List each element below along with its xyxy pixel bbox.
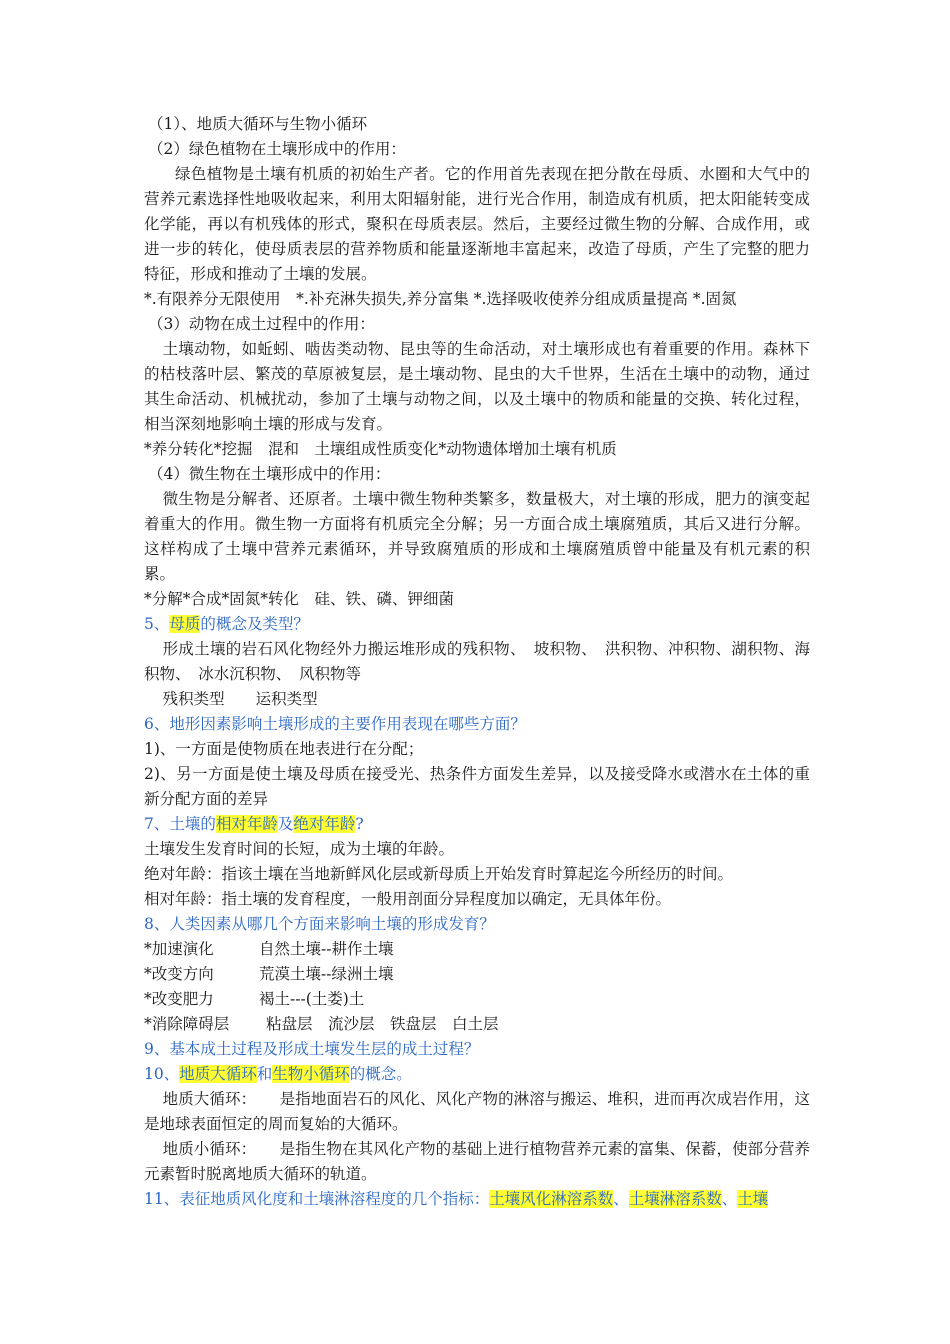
question-10: 10、地质大循环和生物小循环的概念。 bbox=[144, 1065, 412, 1083]
paragraph-parent-material: 形成土壤的岩石风化物经外力搬运堆形成的残积物、 坡积物、 洪积物、冲积物、湖积物、海积物、 冰水沉积物、 风积物等 bbox=[144, 640, 810, 683]
highlight-absolute-age: 绝对年龄 bbox=[293, 815, 356, 833]
highlight-geological-cycle: 地质大循环 bbox=[179, 1065, 257, 1083]
human-factor-row: *改变方向 荒漠土壤--绿洲土壤 bbox=[144, 965, 394, 983]
highlight-relative-age: 相对年龄 bbox=[215, 815, 278, 833]
answer-10-2: 地质小循环： 是指生物在其风化产物的基础上进行植物营养元素的富集、保蓄，使部分营养元素暂时脱离地质大循环的轨道。 bbox=[144, 1140, 810, 1183]
note-animals: *养分转化*挖掘 混和 土壤组成性质变化*动物遗体增加土壤有机质 bbox=[144, 440, 617, 458]
note-microbes: *分解*合成*固氮*转化 硅、铁、磷、钾细菌 bbox=[144, 590, 455, 608]
answer-10-1: 地质大循环： 是指地面岩石的风化、风化产物的淋溶与搬运、堆积，进而再次成岩作用，这是地球表面恒定的周而复始的大循环。 bbox=[144, 1090, 810, 1133]
answer-6-1: 1)、一方面是使物质在地表进行在分配； bbox=[144, 740, 424, 758]
parent-material-types: 残积类型 运积类型 bbox=[162, 690, 318, 708]
paragraph-animals: 土壤动物，如蚯蚓、啮齿类动物、昆虫等的生命活动，对土壤形成也有着重要的作用。森林下的枯枝落叶层、繁茂的草原被复层，是土壤动物、昆虫的大千世界，生活在土壤中的动物，通过其生命活动、机械扰动，参加了土壤与动物之间，以及土壤中的物质和能量的交换、转化过程，相当深刻地影响土壤的形成与发育。 bbox=[144, 340, 810, 433]
highlight-leaching-coefficient: 土壤淋溶系数 bbox=[628, 1190, 722, 1208]
highlight-weathering-coefficient: 土壤风化淋溶系数 bbox=[489, 1190, 614, 1208]
question-7: 7、土壤的相对年龄及绝对年龄? bbox=[144, 815, 364, 833]
question-8: 8、人类因素从哪几个方面来影响土壤的形成发育？ bbox=[144, 915, 495, 933]
human-factor-row: *加速演化 自然土壤--耕作土壤 bbox=[144, 940, 394, 958]
highlight-parent-material: 母质 bbox=[169, 615, 201, 633]
document-body bbox=[144, 112, 810, 1212]
question-11: 11、表征地质风化度和土壤淋溶程度的几个指标：土壤风化淋溶系数、土壤淋溶系数、土壤 bbox=[144, 1190, 769, 1208]
note-green-plants: *.有限养分无限使用 *.补充淋失损失,养分富集 *.选择吸收使养分组成质量提高 *.固氮 bbox=[144, 290, 737, 308]
section-heading-2: （2）绿色植物在土壤形成中的作用： bbox=[148, 140, 406, 158]
human-factor-row: *消除障碍层 粘盘层 流沙层 铁盘层 白土层 bbox=[144, 1015, 499, 1033]
answer-6-2: 2)、另一方面是使土壤及母质在接受光、热条件方面发生差异，以及接受降水或潜水在土体的重新分配方面的差异 bbox=[144, 765, 810, 808]
question-6: 6、地形因素影响土壤形成的主要作用表现在哪些方面？ bbox=[144, 715, 526, 733]
paragraph-green-plants: 绿色植物是土壤有机质的初始生产者。它的作用首先表现在把分散在母质、水圈和大气中的营养元素选择性地吸收起来，利用太阳辐射能，进行光合作用，制造成有机质，把太阳能转变成化学能，再以有机残体的形式，聚积在母质表层。然后，主要经过微生物的分解、合成作用，或进一步的转化，使母质表层的营养物质和能量逐渐地丰富起来，改造了母质，产生了完整的肥力特征，形成和推动了土壤的发展。 bbox=[144, 165, 810, 283]
answer-7-1: 土壤发生发育时间的长短，成为土壤的年龄。 bbox=[144, 840, 455, 858]
question-9: 9、基本成土过程及形成土壤发生层的成土过程？ bbox=[144, 1040, 480, 1058]
section-heading-1: （1）、地质大循环与生物小循环 bbox=[148, 115, 368, 133]
answer-7-2: 绝对年龄：指该土壤在当地新鲜风化层或新母质上开始发育时算起迄今所经历的时间。 bbox=[144, 865, 734, 883]
highlight-soil: 土壤 bbox=[737, 1190, 769, 1208]
answer-7-3: 相对年龄：指土壤的发育程度，一般用剖面分异程度加以确定，无具体年份。 bbox=[144, 890, 672, 908]
paragraph-microbes: 微生物是分解者、还原者。土壤中微生物种类繁多，数量极大，对土壤的形成，肥力的演变起着重大的作用。微生物一方面将有机质完全分解；另一方面合成土壤腐殖质，其后又进行分解。这样构成了土壤中营养元素循环，并导致腐殖质的形成和土壤腐殖质曾中能量及有机元素的积累。 bbox=[144, 490, 810, 583]
section-heading-4: （4）微生物在土壤形成中的作用： bbox=[148, 465, 391, 483]
section-heading-3: （3）动物在成土过程中的作用： bbox=[148, 315, 375, 333]
question-5: 5、母质的概念及类型？ bbox=[144, 615, 309, 633]
highlight-biological-cycle: 生物小循环 bbox=[272, 1065, 350, 1083]
human-factor-row: *改变肥力 褐土---(土娄)土 bbox=[144, 990, 365, 1008]
